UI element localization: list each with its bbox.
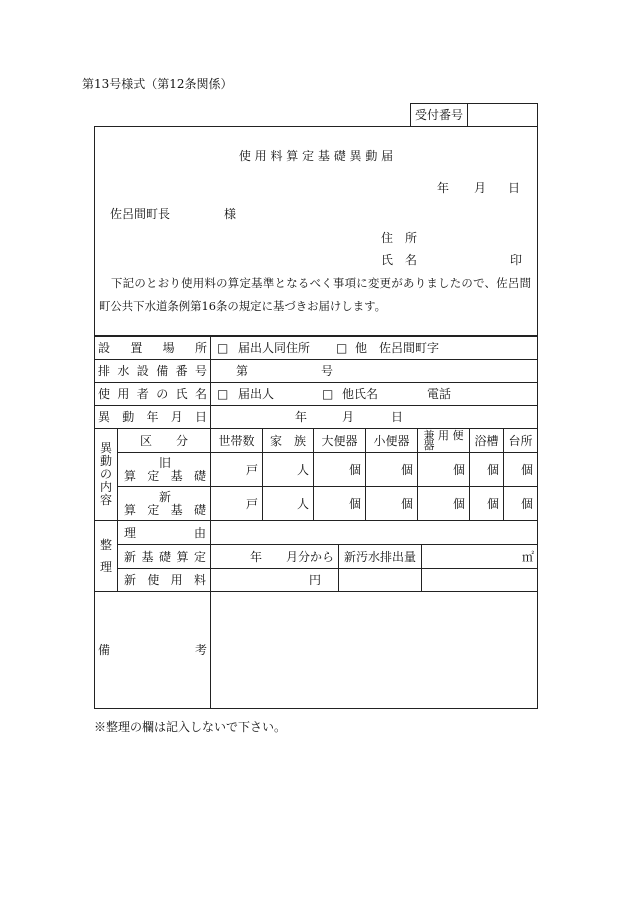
new-urinal-cell <box>365 486 418 521</box>
same-user-checkbox[interactable]: □ <box>217 387 229 401</box>
new-households-cell <box>210 486 263 521</box>
change-year-label: 年 <box>295 410 308 424</box>
change-date-label-cell <box>94 405 211 429</box>
other-user-option: 他氏名 <box>342 387 379 401</box>
header-urinal-cell <box>365 428 418 453</box>
drain-number-label-cell <box>94 359 211 383</box>
old-basis-tag: 旧 <box>158 455 171 470</box>
receipt-number-label-cell <box>410 103 468 127</box>
new-households-unit: 戸 <box>245 496 258 511</box>
header-family: 家 族 <box>269 433 306 448</box>
receipt-number-label: 受付番号 <box>414 108 463 122</box>
old-basis-label-cell <box>117 452 211 487</box>
old-urinal-cell <box>365 452 418 487</box>
remarks-label-cell <box>94 591 211 709</box>
category-header: 区 分 <box>139 433 188 448</box>
change-date-field <box>210 405 538 429</box>
seal-mark: 印 <box>510 253 523 267</box>
new-fee-label: 新 使 用 料 <box>124 573 206 587</box>
user-name-field <box>210 382 538 406</box>
header-toilet: 大便器 <box>321 433 358 448</box>
same-address-checkbox[interactable]: □ <box>217 341 229 355</box>
location-label-cell <box>94 336 211 360</box>
drain-number-prefix: 第 <box>236 364 249 378</box>
old-toilet-cell <box>313 452 366 487</box>
addressee: 佐呂間町長 <box>110 207 171 221</box>
date-month-label: 月 <box>474 181 487 195</box>
form-title: 使 用 料 算 定 基 礎 異 動 届 <box>238 149 394 163</box>
remarks-label: 備 考 <box>98 643 207 657</box>
category-header-cell <box>117 428 211 453</box>
reason-label-cell <box>117 520 211 545</box>
header-bathtub: 浴槽 <box>474 433 499 448</box>
applicant-name-label: 氏 名 <box>381 253 418 267</box>
old-kitchen-unit: 個 <box>520 462 533 477</box>
new-basis-tag: 新 <box>158 489 171 504</box>
other-user-checkbox[interactable]: □ <box>322 387 334 401</box>
header-toilet-cell <box>313 428 366 453</box>
discharge-unit: ㎡ <box>521 549 534 564</box>
change-contents-group-cell <box>94 428 118 521</box>
old-shared-toilet-cell <box>417 452 470 487</box>
new-bathtub-cell <box>469 486 504 521</box>
discharge-label: 新汚水排出量 <box>343 549 416 564</box>
header-bathtub-cell <box>469 428 504 453</box>
date-day-label: 日 <box>508 181 521 195</box>
reason-label: 理 由 <box>124 525 206 540</box>
location-label: 設 置 場 所 <box>98 341 207 355</box>
change-contents-group-label: 異動の内容 <box>100 441 113 507</box>
old-households-unit: 戸 <box>245 462 258 477</box>
old-kitchen-cell <box>503 452 538 487</box>
same-user-option: 届出人 <box>238 387 275 401</box>
header-urinal: 小便器 <box>373 433 410 448</box>
new-kitchen-cell <box>503 486 538 521</box>
phone-label: 電話 <box>427 387 452 401</box>
reason-field <box>210 520 538 545</box>
new-shared-toilet-cell <box>417 486 470 521</box>
new-basis-label: 算 定 基 礎 <box>124 502 206 517</box>
new-basis-calc-label-cell <box>117 544 211 569</box>
other-address-option: 他 佐呂間町字 <box>355 341 440 355</box>
old-toilet-unit: 個 <box>348 462 361 477</box>
new-shared-toilet-unit: 個 <box>452 496 465 511</box>
remarks-field <box>210 591 538 709</box>
new-family-cell <box>262 486 314 521</box>
header-households-cell <box>210 428 263 453</box>
discharge-label-cell <box>338 544 422 569</box>
change-date-label: 異 動 年 月 日 <box>98 410 207 424</box>
form-number: 第13号様式（第12条関係） <box>82 77 233 91</box>
old-family-unit: 人 <box>296 462 309 477</box>
old-urinal-unit: 個 <box>400 462 413 477</box>
header-kitchen-cell <box>503 428 538 453</box>
statement-line-2: 町公共下水道条例第16条の規定に基づきお届けします。 <box>99 299 386 313</box>
other-address-checkbox[interactable]: □ <box>336 341 348 355</box>
statement-line-1: 下記のとおり使用料の算定基準となるべく事項に変更がありましたので、佐呂間 <box>111 276 531 290</box>
new-kitchen-unit: 個 <box>520 496 533 511</box>
new-urinal-unit: 個 <box>400 496 413 511</box>
header-kitchen: 台所 <box>508 433 533 448</box>
header-shared-toilet-cell <box>417 428 470 453</box>
new-toilet-unit: 個 <box>348 496 361 511</box>
new-basis-calc-label: 新 基 礎 算 定 <box>124 549 206 564</box>
new-fee-label-cell <box>117 568 211 592</box>
old-households-cell <box>210 452 263 487</box>
applicant-address-label: 住 所 <box>381 231 418 245</box>
change-day-label: 日 <box>391 410 404 424</box>
blank-cell-2 <box>421 568 538 592</box>
old-bathtub-cell <box>469 452 504 487</box>
blank-cell-1 <box>338 568 422 592</box>
location-field <box>210 336 538 360</box>
discharge-field <box>421 544 538 569</box>
new-fee-field <box>210 568 339 592</box>
same-address-option: 届出人同住所 <box>238 341 311 355</box>
office-use-group-label: 整理 <box>100 538 113 574</box>
drain-number-suffix: 号 <box>321 364 334 378</box>
old-shared-toilet-unit: 個 <box>452 462 465 477</box>
new-basis-label-cell <box>117 486 211 521</box>
new-family-unit: 人 <box>296 496 309 511</box>
effective-from-field <box>210 544 339 569</box>
footnote: ※整理の欄は記入しないで下さい。 <box>94 720 287 734</box>
change-month-label: 月 <box>342 410 355 424</box>
user-name-label: 使 用 者 の 氏 名 <box>98 387 207 401</box>
receipt-number-field <box>467 103 538 127</box>
old-bathtub-unit: 個 <box>486 462 499 477</box>
date-year-label: 年 <box>437 181 450 195</box>
new-bathtub-unit: 個 <box>486 496 499 511</box>
header-households: 世帯数 <box>218 433 255 448</box>
effective-from-text: 年 月分から <box>249 549 334 564</box>
honorific: 様 <box>224 207 237 221</box>
drain-number-field <box>210 359 538 383</box>
header-shared-toilet: 兼用便器 <box>423 428 464 452</box>
header-family-cell <box>262 428 314 453</box>
new-toilet-cell <box>313 486 366 521</box>
user-name-label-cell <box>94 382 211 406</box>
drain-number-label: 排 水 設 備 番 号 <box>98 364 207 378</box>
old-basis-label: 算 定 基 礎 <box>124 468 206 483</box>
old-family-cell <box>262 452 314 487</box>
fee-unit: 円 <box>308 573 321 587</box>
office-use-group-cell <box>94 520 118 592</box>
